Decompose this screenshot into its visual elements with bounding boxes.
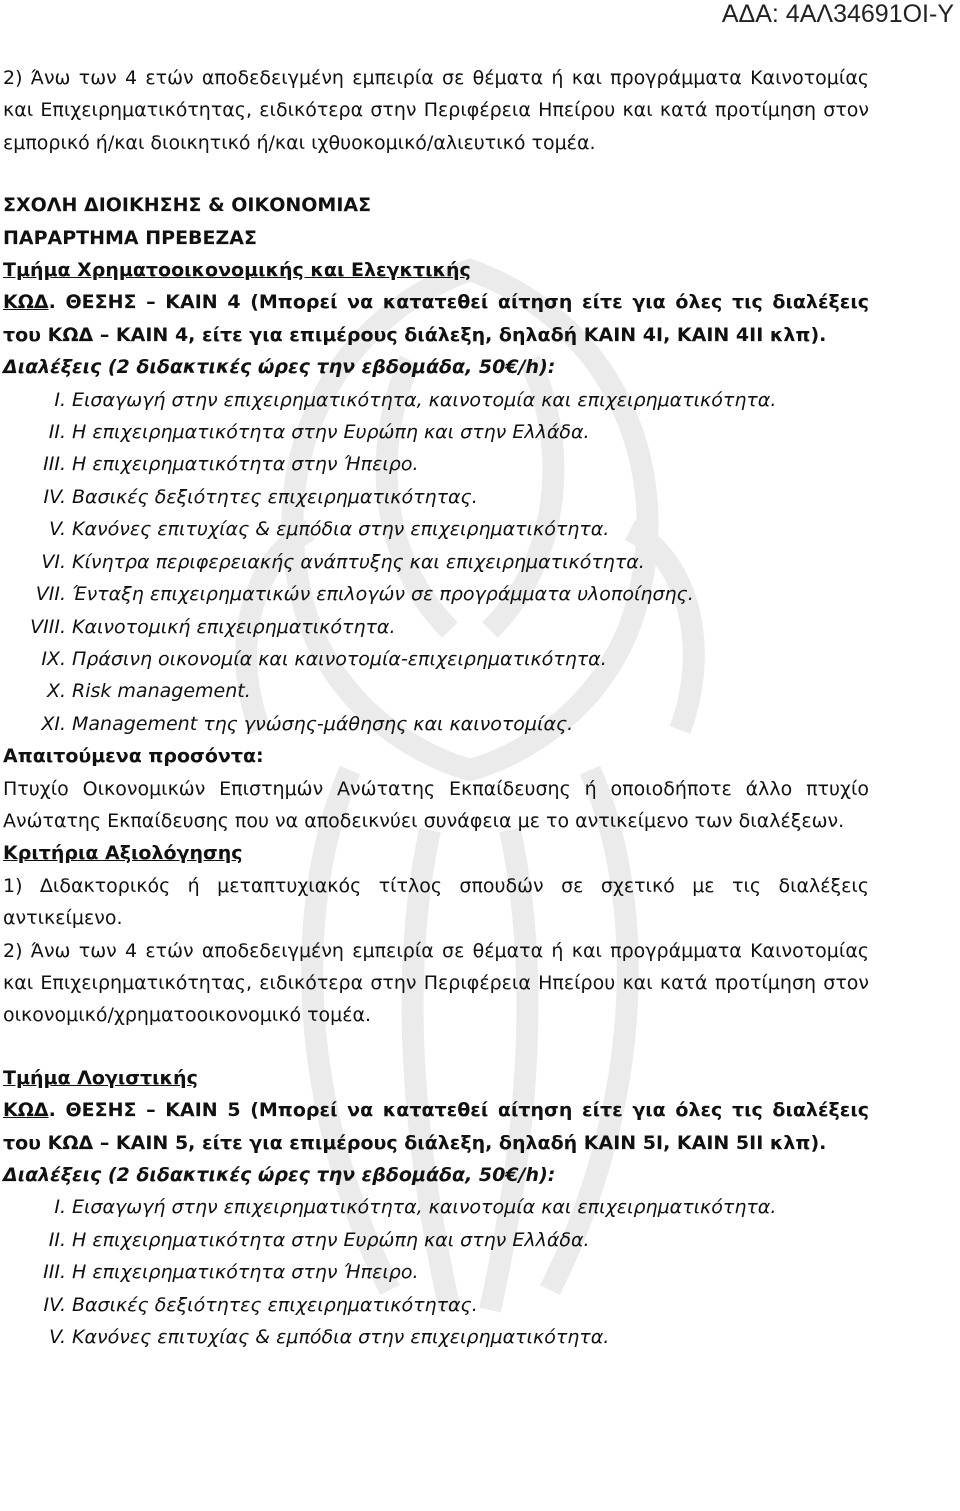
lectures-list (3, 384, 869, 740)
lectures-title: Διαλέξεις (2 διδακτικές ώρες την εβδομάδα, 50€/h): (3, 356, 556, 379)
department-title: Τμήμα Λογιστικής (3, 1066, 198, 1089)
list-item: II. Η επιχειρηματικότητα στην Ευρώπη και στην Ελλάδα. (48, 1228, 590, 1251)
list-item: V. Κανόνες επιτυχίας & εμπόδια στην επιχειρηματικότητα. (49, 1326, 610, 1349)
list-item: V. Κανόνες επιτυχίας & εμπόδια στην επιχειρηματικότητα. (49, 518, 610, 541)
position-code-text: . ΘΕΣΗΣ – ΚΑΙΝ 4 (Μπορεί να κατατεθεί αίτηση είτε για όλες τις διαλέξεις του ΚΩΔ – ΚΑΙΝ 4, είτε για επιμέρους διάλεξη, δηλαδή ΚΑΙΝ 4Ι, ΚΑΙΝ 4ΙΙ κλπ). (3, 291, 869, 346)
school-name: ΣΧΟΛΗ ΔΙΟΙΚΗΣΗΣ & ΟΙΚΟΝΟΜΙΑΣ (3, 194, 372, 217)
list-item: XI. Management της γνώσης-μάθησης και καινοτομίας. (41, 712, 574, 735)
list-item: I. Εισαγωγή στην επιχειρηματικότητα, καινοτομία και επιχειρηματικότητα. (54, 1196, 777, 1219)
lectures-list (3, 1191, 869, 1353)
list-item: X. Risk management. (46, 680, 251, 703)
document-body (3, 62, 869, 1353)
position-code-text: . ΘΕΣΗΣ – ΚΑΙΝ 5 (Μπορεί να κατατεθεί αίτηση είτε για όλες τις διαλέξεις του ΚΩΔ – ΚΑΙΝ 5, είτε για επιμέρους διάλεξη, δηλαδή ΚΑΙΝ 5Ι, ΚΑΙΝ 5ΙΙ κλπ). (3, 1099, 869, 1154)
list-item: III. Η επιχειρηματικότητα στην Ήπειρο. (43, 1261, 419, 1284)
list-item: IV. Βασικές δεξιότητες επιχειρηματικότητας. (43, 485, 478, 508)
list-item: II. Η επιχειρηματικότητα στην Ευρώπη και στην Ελλάδα. (48, 421, 590, 444)
lectures-title: Διαλέξεις (2 διδακτικές ώρες την εβδομάδα, 50€/h): (3, 1164, 556, 1186)
criterion-1: 1) Διδακτορικός ή μεταπτυχιακός τίτλος σπουδών σε σχετικό με τις διαλέξεις αντικείμενο. (3, 874, 869, 930)
list-item: I. Εισαγωγή στην επιχειρηματικότητα, καινοτομία και επιχειρηματικότητα. (54, 388, 777, 411)
list-item: VI. Κίνητρα περιφερειακής ανάπτυξης και επιχειρηματικότητα. (41, 550, 645, 573)
list-item: IX. Πράσινη οικονομία και καινοτομία-επιχειρηματικότητα. (41, 647, 607, 670)
requirements-title: Απαιτούμενα προσόντα: (3, 745, 264, 768)
list-item: VIII. Καινοτομική επιχειρηματικότητα. (30, 615, 396, 638)
criteria-title: Κριτήρια Αξιολόγησης (3, 842, 243, 865)
position-code-label: ΚΩΔ (3, 291, 49, 314)
position-code (3, 1094, 869, 1159)
requirements-text: Πτυχίο Οικονομικών Επιστημών Ανώτατης Εκπαίδευσης ή οποιοδήποτε άλλο πτυχίο Ανώτατης Εκπαίδευσης που να αποδεικνύει συνάφεια με το αντικείμενο των διαλέξεων. (3, 777, 869, 832)
list-item: III. Η επιχειρηματικότητα στην Ήπειρο. (43, 453, 419, 476)
intro-paragraph: 2) Άνω των 4 ετών αποδεδειγμένη εμπειρία σε θέματα ή και προγράμματα Καινοτομίας και Επιχειρηματικότητας, ειδικότερα στην Περιφέρεια Ηπείρου και κατά προτίμηση στον εμπορικό ή/και διοικητικό ή/και ιχθυοκομικό/αλιευτικό τομέα. (3, 67, 869, 154)
criterion-2: 2) Άνω των 4 ετών αποδεδειγμένη εμπειρία σε θέματα ή και προγράμματα Καινοτομίας και Επιχειρηματικότητας, ειδικότερα στην Περιφέρεια Ηπείρου και κατά προτίμηση στον οικονομικό/χρηματοοικονομικό τομέα. (3, 939, 869, 1027)
list-item: VII. Ένταξη επιχειρηματικών επιλογών σε προγράμματα υλοποίησης. (35, 583, 694, 606)
department-title: Τμήμα Χρηματοοικονομικής και Ελεγκτικής (3, 259, 471, 282)
school-branch: ΠΑΡΑΡΤΗΜΑ ΠΡΕΒΕΖΑΣ (3, 226, 257, 249)
position-code-label: ΚΩΔ (3, 1099, 49, 1122)
list-item: IV. Βασικές δεξιότητες επιχειρηματικότητας. (43, 1293, 478, 1316)
position-code (3, 286, 869, 351)
ada-document-id: ΑΔΑ: 4ΑΛ34691ΟΙ-Υ (721, 0, 954, 28)
